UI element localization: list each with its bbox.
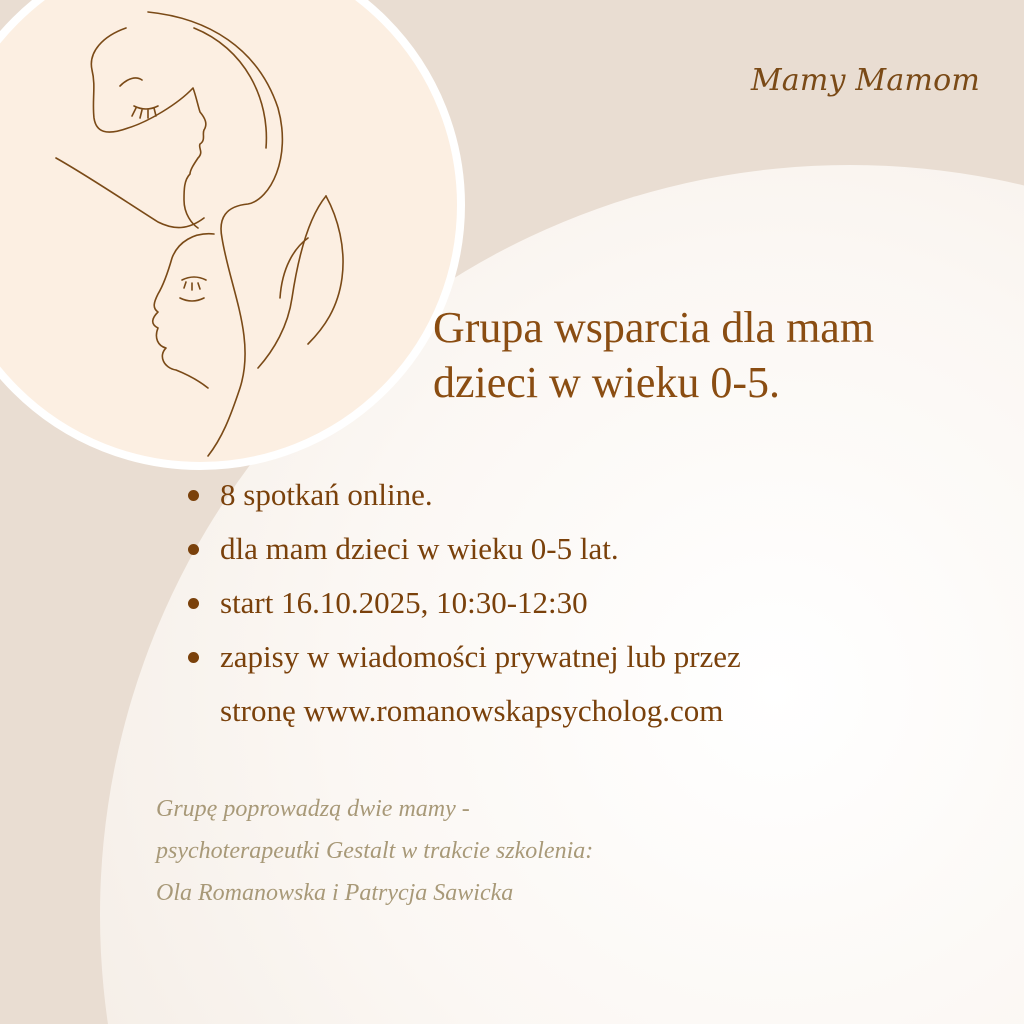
list-item-continuation: stronę www.romanowskapsycholog.com (220, 693, 724, 728)
bullet-dot (188, 652, 199, 663)
details-list (186, 468, 1006, 738)
facilitators-note (156, 788, 593, 914)
footer-line: psychoterapeutki Gestalt w trakcie szkolenia: (156, 838, 594, 864)
headline-line: Grupa wsparcia dla mam (433, 303, 875, 352)
list-item (186, 522, 1006, 576)
list-item-text: start 16.10.2025, 10:30-12:30 (220, 585, 588, 620)
footer-line: Grupę poprowadzą dwie mamy - (156, 796, 470, 822)
list-item-text: zapisy w wiadomości prywatnej lub przez (220, 639, 741, 674)
list-item-text: dla mam dzieci w wieku 0-5 lat. (220, 531, 619, 566)
footer-line: Ola Romanowska i Patrycja Sawicka (156, 880, 514, 906)
list-item (186, 468, 1006, 522)
list-item (186, 576, 1006, 630)
illustration-circle (0, 0, 465, 470)
bullet-dot (188, 598, 199, 609)
list-item-text: 8 spotkań online. (220, 477, 433, 512)
brand-name: Mamy Mamom (750, 63, 980, 98)
list-item (186, 630, 1006, 738)
bullet-dot (188, 544, 199, 555)
headline (433, 300, 1013, 410)
bullet-dot (188, 490, 199, 501)
headline-line: dzieci w wieku 0-5. (433, 358, 780, 407)
mother-child-line-art (8, 8, 465, 468)
